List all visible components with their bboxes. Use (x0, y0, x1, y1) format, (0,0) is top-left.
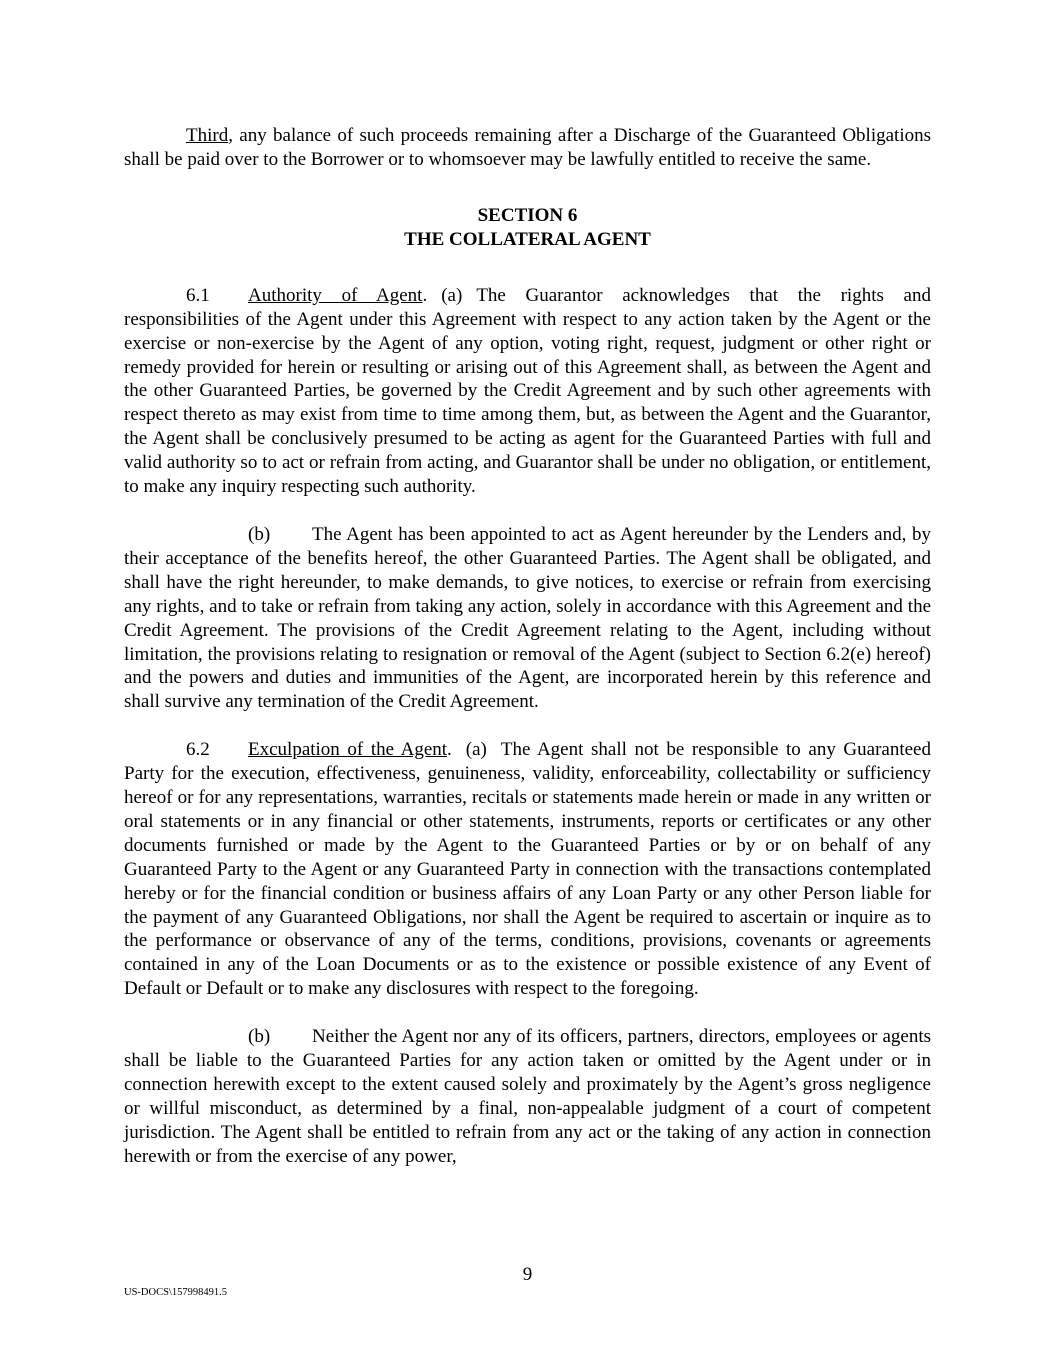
section-number: SECTION 6 (477, 204, 578, 226)
section-heading (124, 204, 931, 252)
clause-heading-6-1: Authority of Agent (248, 284, 423, 306)
third-lead: Third (186, 125, 229, 146)
paragraph-6-2-b (124, 1025, 931, 1168)
clause-heading-6-1-period: . (422, 284, 428, 306)
page-number: 9 (522, 1264, 533, 1285)
paragraph-6-2-a (124, 738, 931, 1001)
section-title: THE COLLATERAL AGENT (404, 228, 651, 250)
clause-number-6-2: 6.2 (186, 739, 210, 761)
third-text: , any balance of such proceeds remaining after a Discharge of the Guaranteed Obligations shall be paid over to the Borrower or to whomsoever may be lawfully entitled to receive the same. (124, 125, 931, 170)
subclause-6-1-a-label: (a) (441, 284, 463, 306)
subclause-6-2-b-label: (b) (248, 1026, 271, 1048)
document-body (124, 124, 931, 1169)
clause-number-6-1: 6.1 (186, 284, 210, 306)
subclause-6-1-b-label: (b) (248, 523, 271, 545)
subclause-6-1-a-text: The Guarantor acknowledges that the rights and responsibilities of the Agent under this Agreement with respect to any action taken by the Agent or the exercise or non-exercise by the Agent of any option, voting right, request, judgment or other right or remedy provided for herein or resulting or arising out of this Agreement shall, as between the Agent and the other Guaranteed Parties, be governed by the Credit Agreement and by such other agreements with respect thereto as may exist from time to time among them, but, as between the Agent and the Guarantor, the Agent shall be conclusively presumed to be acting as agent for the Guaranteed Parties with full and valid authority so to act or refrain from acting, and Guarantor shall be under no obligation, or entitlement, to make any inquiry respecting such authority. (124, 284, 931, 498)
paragraph-6-1-a (124, 284, 931, 499)
subclause-6-2-a-text: The Agent shall not be responsible to any Guaranteed Party for the execution, effectiveness, genuineness, validity, enforceability, collectability or sufficiency hereof or for any representations, warranties, recitals or statements made herein or made in any written or oral statements or in any financial or other statements, instruments, reports or certificates or any other documents furnished or made by the Agent to the Guaranteed Parties or by or on behalf of any Guaranteed Party to the Agent or any Guaranteed Party in connection with the transactions contemplated hereby or for the financial condition or business affairs of any Loan Party or any other Person liable for the payment of any Guaranteed Obligations, nor shall the Agent be required to ascertain or inquire as to the performance or observance of any of the terms, conditions, provisions, covenants or agreements contained in any of the Loan Documents or as to the existence or possible existence of any Event of Default or Default or to make any disclosures with respect to the foregoing. (124, 739, 931, 1000)
paragraph-third (124, 124, 931, 172)
subclause-6-2-a-label: (a) (465, 739, 487, 761)
subclause-6-1-b-text: The Agent has been appointed to act as Agent hereunder by the Lenders and, by their acceptance of the benefits hereof, the other Guaranteed Parties. The Agent shall be obligated, and shall have the right hereunder, to make demands, to give notices, to exercise or refrain from exercising any rights, and to take or refrain from taking any action, solely in accordance with this Agreement and the Credit Agreement. The provisions of the Credit Agreement relating to the Agent, including without limitation, the provisions relating to resignation or removal of the Agent (subject to Section 6.2(e) hereof) and the powers and duties and immunities of the Agent, are incorporated herein by this reference and shall survive any termination of the Credit Agreement. (124, 523, 931, 713)
subclause-6-2-b-text: Neither the Agent nor any of its officers, partners, directors, employees or agents shall be liable to the Guaranteed Parties for any action taken or omitted by the Agent under or in connection herewith except to the extent caused solely and proximately by the Agent’s gross negligence or willful misconduct, as determined by a final, non-appealable judgment of a court of competent jurisdiction. The Agent shall be entitled to refrain from any act or the taking of any action in connection herewith or from the exercise of any power, (124, 1026, 931, 1167)
clause-heading-6-2: Exculpation of the Agent (248, 739, 448, 761)
paragraph-6-1-b (124, 523, 931, 714)
document-id: US-DOCS\157998491.5 (124, 1287, 227, 1298)
clause-heading-6-2-period: . (447, 739, 452, 761)
